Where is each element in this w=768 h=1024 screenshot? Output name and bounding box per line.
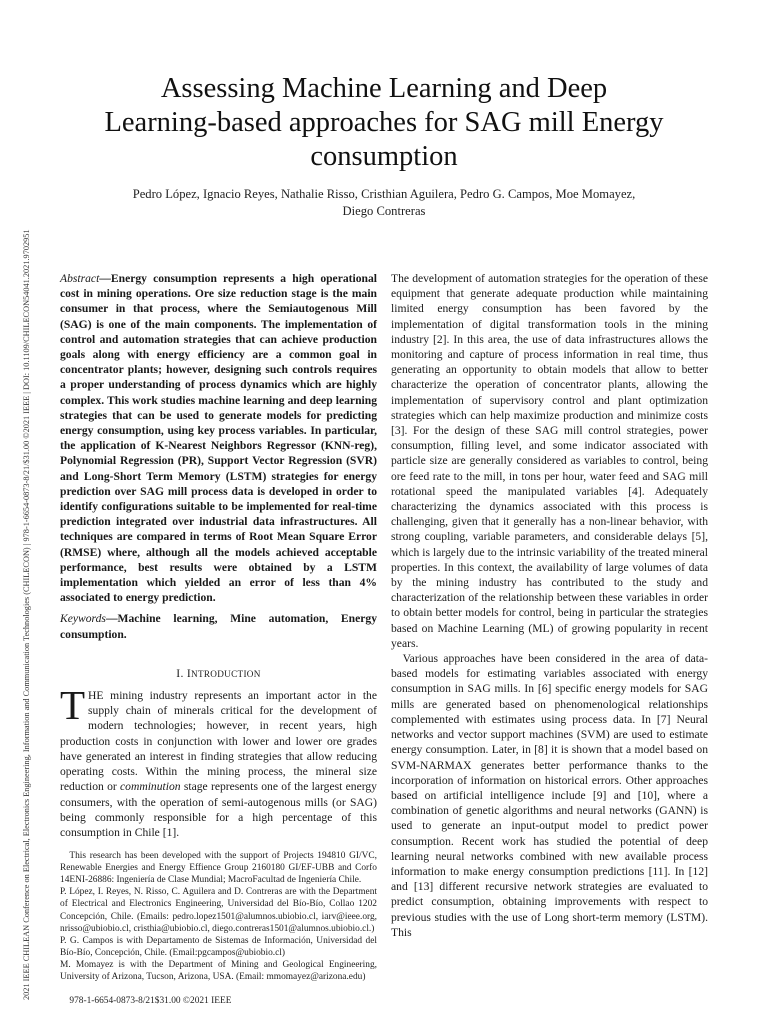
right-column [391,271,708,940]
side-banner: 2021 IEEE CHILEAN Conference on Electrical, Electronics Engineering, Information and Communication Technologies (CHILECON) | 978-1-6654-0873-8/21/$31.00 ©2021 IEEE | DOI: 10.1109/CHILECON54041.2021.9702951 [22,229,31,1000]
section-title-rest: NTRODUCTION [191,668,261,679]
drop-cap: T [60,682,86,729]
title-line-2: Learning-based approaches for SAG mill Energy [104,107,664,138]
copyright-line: 978-1-6654-0873-8/21$31.00 ©2021 IEEE [69,996,232,1007]
footnote-affiliation-3: M. Momayez is with the Department of Mining and Geological Engineering, University of Arizona, Tucson, Arizona, USA. (Email: mmomayez@arizona.edu) [60,959,377,983]
title-line-3: consumption [310,141,458,172]
left-column [60,271,377,1007]
keywords [60,611,377,641]
paper-title [60,72,708,174]
intro-first-word: HE [88,689,104,703]
keywords-heading: Keywords [60,612,106,626]
authors-line-1: Pedro López, Ignacio Reyes, Nathalie Risso, Cristhian Aguilera, Pedro G. Campos, Moe Momayez, [132,187,636,201]
section-number: I. [176,666,184,680]
abstract [60,271,377,605]
right-paragraph-1: The development of automation strategies for the operation of these equipment that generate adequate production while maintaining limited energy consumption has been favored by the implementation of digital transformation tools in the mining industry [2]. In this area, the use of data infrastructures allows the monitoring and capture of process information in real time, thus generating an opportunity to obtain models that allow to better characterize the operation of concentrator plants, allowing the implementation of supervisory control and plant optimization strategies which can help maximize production and minimize costs [3]. For the design of these SAG mill control strategies, power consumption, filling level, and some indicator associated with particle size are generally considered as variables to control, being ore feed rate to the mill, in tons per hour, water feed and SAG mill rotational speed the manipulated variables [4]. Adequately characterizing the dynamics associated with this process is challenging, given that it generally has a non-linear behavior, with strong coupling, variable parameters, and considerable delays [5], which is largely due to the intrinsic variability of the treated mineral properties. In this context, the availability of large volumes of data by the mining industry has contributed to the study and characterization of the relationship between these variables in order to obtain better models for control, being in particular the strategies based on Machine Learning (ML) of growing popularity in recent years. [391,272,708,650]
section-heading-introduction [60,666,377,682]
authors-line-2: Diego Contreras [342,204,426,218]
abstract-heading: Abstract [60,272,100,285]
intro-paragraph-1 [60,682,377,840]
title-line-1: Assessing Machine Learning and Deep [160,73,608,104]
author-list [60,186,708,220]
title-block [60,72,708,220]
footnotes [60,850,377,1007]
section-title-initial: I [186,666,192,680]
keywords-text: —Machine learning, Mine automation, Energy consumption. [60,612,377,641]
footnote-affiliation-1: P. López, I. Reyes, N. Risso, C. Aguilera and D. Contreras are with the Department of Electrical and Electronics Engineering, Universidad del Bío-Bío, Collao 1202 Concepción, Chile. (Emails: pedro.lopez1501@alumnos.ubiobio.cl, iarv@ieee.org, nrisso@ubiobio.cl, cristhia@ubiobio.cl, diego.contreras1501@alumnos.ubiobio.cl.) [60,887,377,934]
intro-text-post: stage represents one of the largest energy consumers, with the operation of semi-autogenous mills (or SAG) being commonly responsible for a high percentage of this consumption in Chile [1]. [60,780,377,839]
intro-emphasis: comminution [120,780,181,794]
footnote-support: This research has been developed with the support of Projects 194810 GI/VC, Renewable Energies and Energy Effience Group 2160180 GI/EF-UBB and Corfo 14ENI-26886: Ingeniería de Clase Mundial; MacroFacultad de Ingeniería Chile. [60,851,377,886]
abstract-text: —Energy consumption represents a high operational cost in mining operations. Ore size reduction stage is the main consumer in that process, where the Semiautogenous Mill (SAG) is one of the main components. The implementation of control and automation strategies that can achieve production goals along with energy efficiency are a common goal in concentrator plants; however, designing such controls requires a proper understanding of process dynamics which are highly complex. This work studies machine learning and deep learning strategies that can be used to generate models for predicting energy consumption, using key process variables. In particular, the application of K-Nearest Neighbors Regressor (KNN-reg), Polynomial Regression (PR), Support Vector Regression (SVR) and Long-Short Term Memory (LSTM) strategies for energy prediction over SAG mill process data is developed in order to identify configurations suitable to be implemented for real-time prediction integrated over industrial data infrastructures. All techniques are compared in terms of Root Mean Square Error (RMSE) where, although all the models achieved acceptable performance, best results were obtained by a LSTM implementation which yielded an error of less than 4% associated to energy prediction. [60,272,377,605]
right-paragraph-2: Various approaches have been considered in the area of data-based models for estimating variables associated with energy consumption in SAG mills. In [6] specific energy models for SAG mills are generated based on phenomenological relationships complemented with estimates using process data. In [7] Neural networks and vector support machines (SVM) are used to estimate energy consumption. Later, in [8] it is shown that a model based on SVM-NARMAX generates better performance thanks to the incorporation of information on historical errors. Other approaches based on artificial intelligence include [9] and [10], where a combination of genetic algorithms and neural networks (GANN) is used to generate an input-output model to predict power consumption. Recent work has studied the potential of deep learning neural networks combined with new available process information to make energy consumption predictions [11]. In [12] and [13] different recursive network strategies are evaluated to predict consumption, obtaining improvements with respect to previous studies with the use of Long short-term memory (LSTM). This [391,652,708,939]
intro-text-pre: mining industry represents an important actor in the supply chain of minerals critical for the development of modern technologies; however, in recent years, high production costs in conjunction with lower and lower ore grades have generated an interest in finding strategies that allow reducing operating costs. Within the mining process, the mineral size reduction or [60,689,377,794]
footnote-affiliation-2: P. G. Campos is with Departamento de Sistemas de Información, Universidad del Bío-Bío, Concepción, Chile. (Email:pgcampos@ubiobio.cl) [60,935,377,958]
